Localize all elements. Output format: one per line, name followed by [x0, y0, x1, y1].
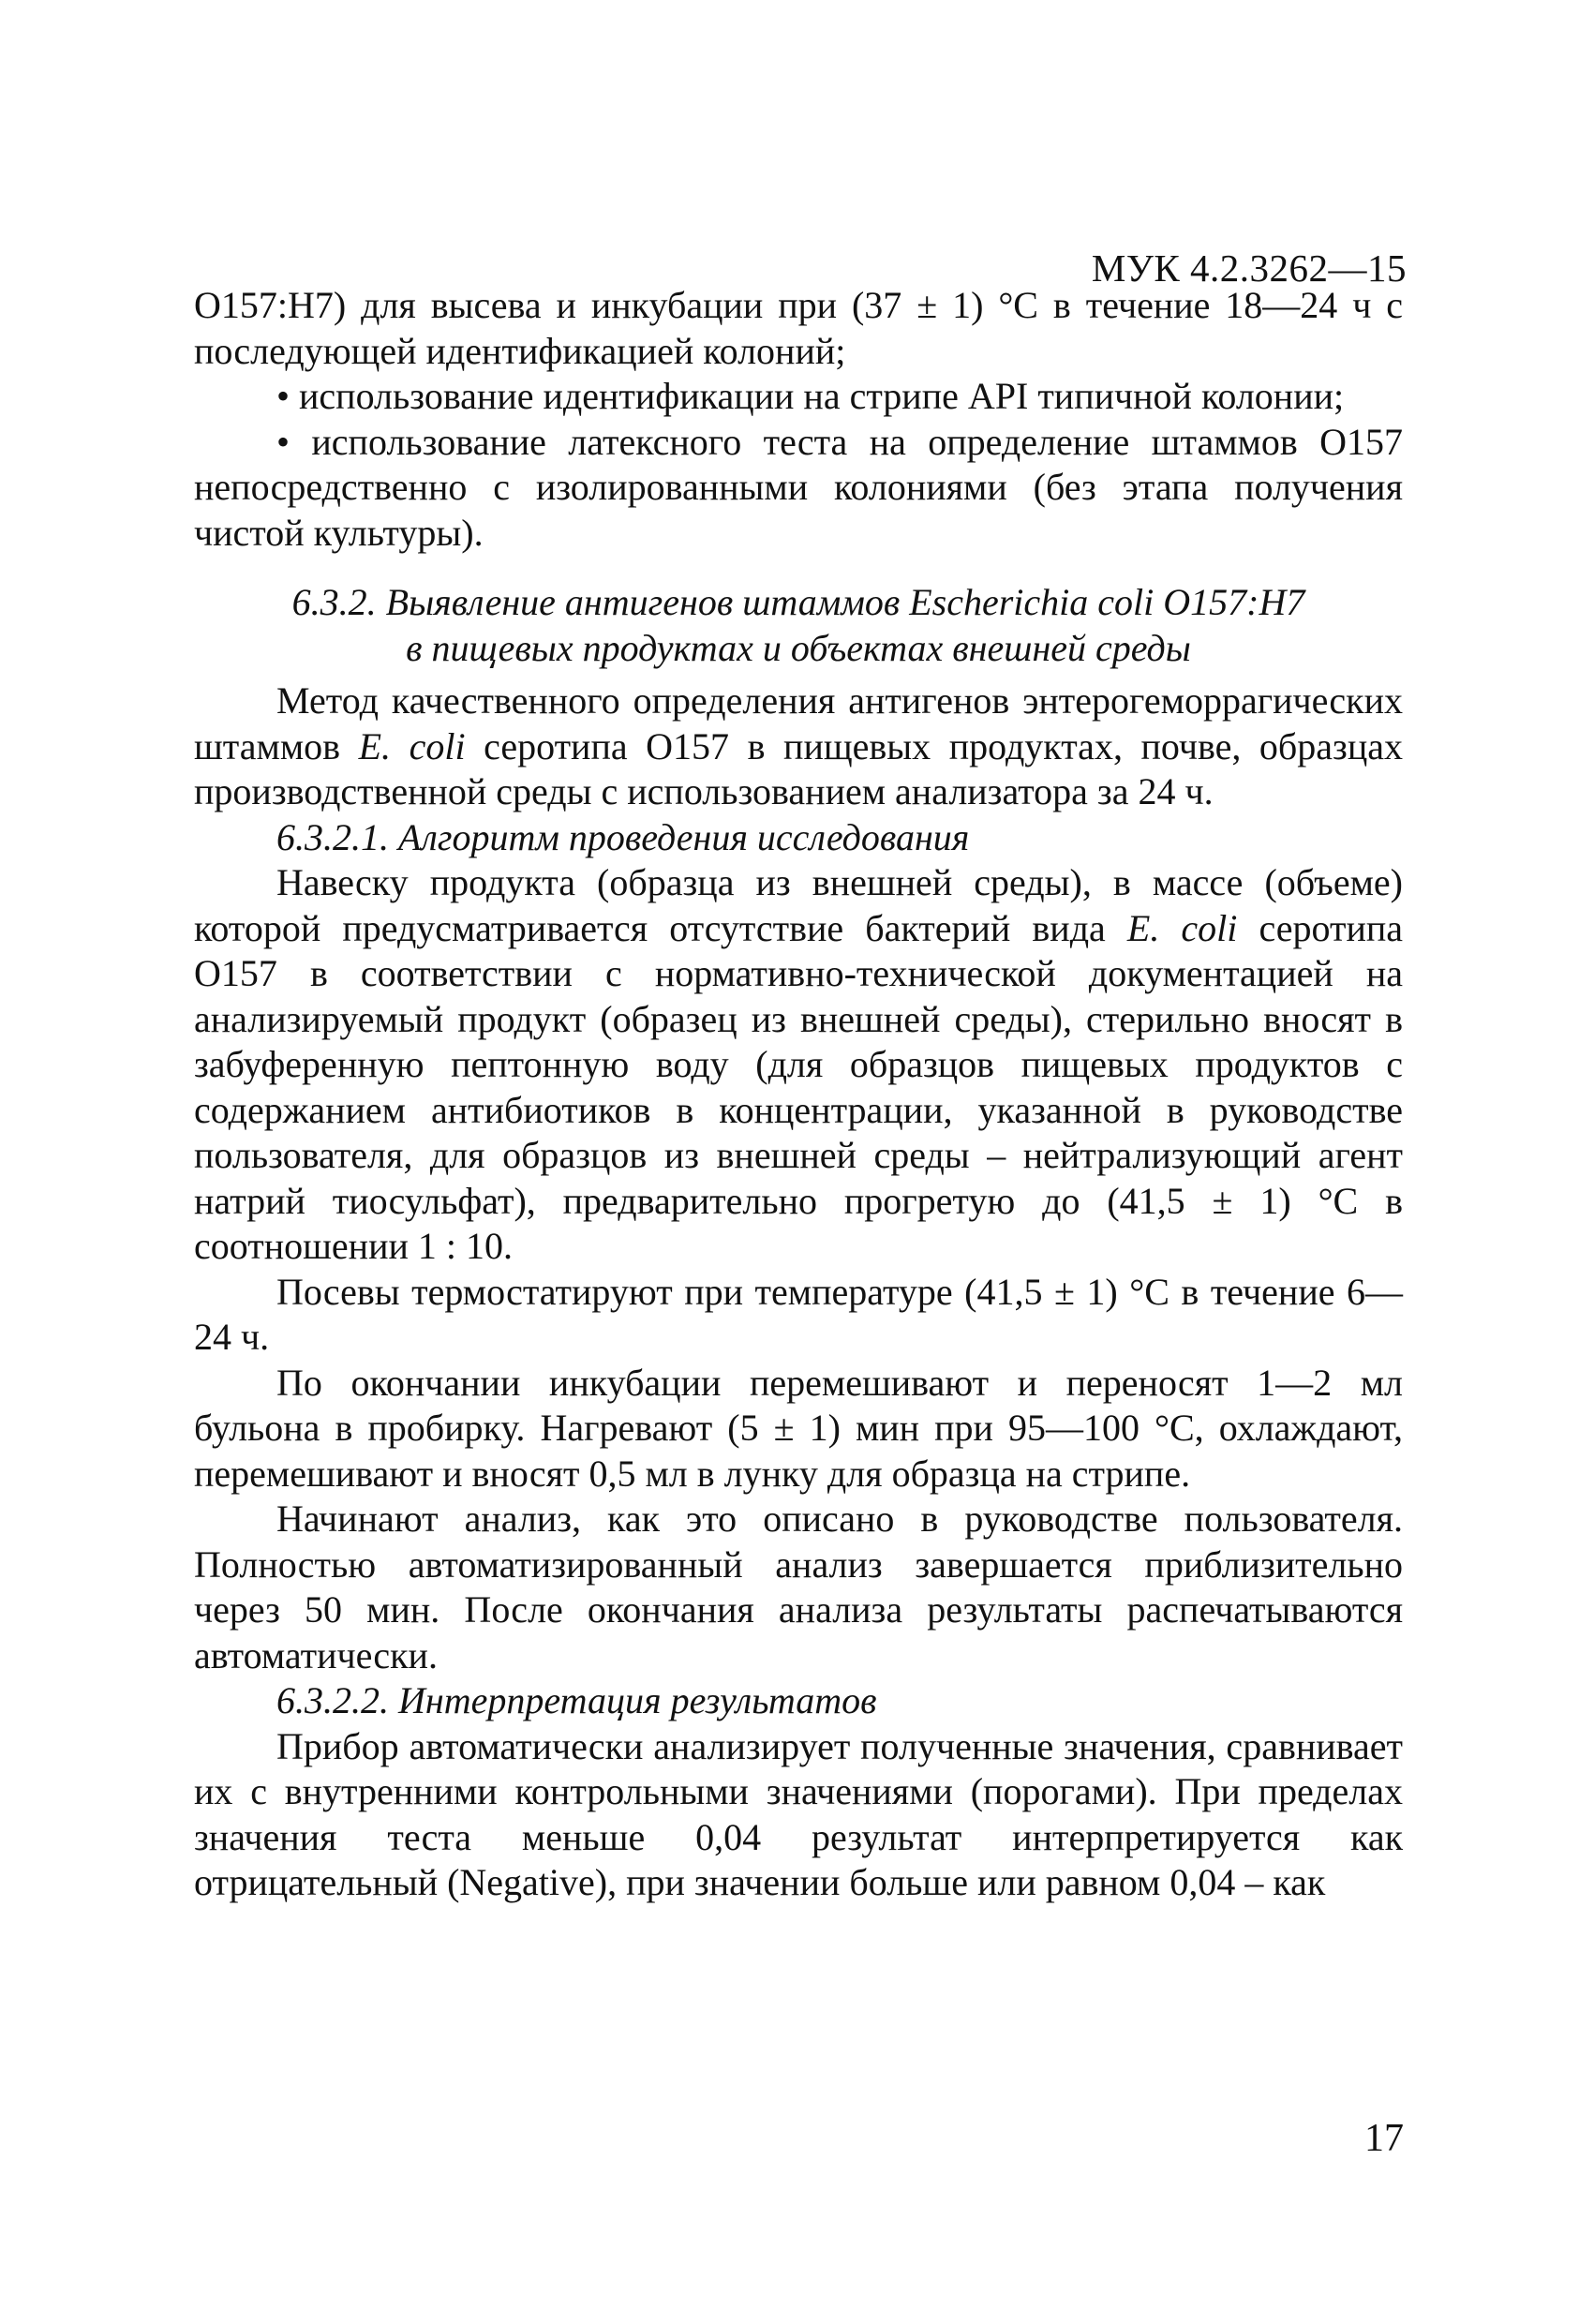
paragraph-analysis: Начинают анализ, как это описано в руководстве пользователя. Полностью автоматизированный анализ завершается приблизительно через 50 мин. После окончания анализа результаты распечатываются автоматически.	[194, 1497, 1403, 1676]
subsection-heading-interpretation: 6.3.2.2. Интерпретация результатов	[276, 1679, 877, 1721]
species-name: E. coli	[358, 724, 466, 767]
paragraph-continuation: О157:Н7) для высева и инкубации при (37 ± 1) °С в течение 18—24 ч с последующей идентификацией колоний;	[194, 284, 1403, 372]
bullet-item-api: • использование идентификации на стрипе API типичной колонии;	[276, 375, 1345, 417]
section-title-line-1: 6.3.2. Выявление антигенов штаммов Escherichia coli O157:H7	[291, 581, 1305, 623]
bullet-item-latex: • использование латексного теста на определение штаммов O157 непосредственно с изолированными колониями (без этапа получения чистой культуры).	[194, 420, 1403, 554]
paragraph-interpretation: Прибор автоматически анализирует полученные значения, сравнивает их с внутренними контрольными значениями (порогами). При пределах значения теста меньше 0,04 результат интерпретируется как отрицательный (Negative), при значении больше или равном 0,04 – как	[194, 1724, 1403, 1903]
paragraph-sample	[194, 860, 1403, 1270]
paragraph-incubation: Посевы термостатируют при температуре (41,5 ± 1) °С в течение 6—24 ч.	[194, 1270, 1403, 1358]
page-number: 17	[1364, 2117, 1404, 2160]
paragraph-method-text-b: серотипа О157 в пищевых продуктах, почве, образцах производственной среды с использованием анализатора за 24 ч.	[194, 724, 1403, 812]
section-title-line-2: в пищевых продуктах и объектах внешней среды	[406, 626, 1191, 669]
species-name: E. coli	[1126, 906, 1238, 949]
paragraph-method	[194, 678, 1403, 815]
paragraph-sample-text-a: Навеску продукта (образца из внешней среды), в массе (объеме) которой предусматривается отсутствие бактерий вида	[194, 861, 1403, 949]
subsection-heading-algorithm: 6.3.2.1. Алгоритм проведения исследования	[276, 815, 970, 858]
paragraph-method-text-a: Метод качественного определения антигенов энтерогеморрагических штаммов	[194, 679, 1403, 767]
paragraph-transfer: По окончании инкубации перемешивают и переносят 1—2 мл бульона в пробирку. Нагревают (5 ± 1) мин при 95—100 °С, охлаждают, перемешивают и вносят 0,5 мл в лунку для образца на стрипе.	[194, 1361, 1403, 1495]
body-text	[194, 283, 1403, 1906]
document-code-header: МУК 4.2.3262—15	[1091, 246, 1407, 290]
paragraph-sample-text-b: серотипа О157 в соответствии с нормативно-технической документацией на анализируемый продукт (образец из внешней среды), стерильно вносят в забуференную пептонную воду (для образцов пищевых продуктов с содержанием антибиотиков в концентрации, указанной в руководстве пользователя, для образцов из внешней среды – нейтрализующий агент натрий тиосульфат), предварительно прогретую до (41,5 ± 1) °С в соотношении 1 : 10.	[194, 906, 1404, 1267]
